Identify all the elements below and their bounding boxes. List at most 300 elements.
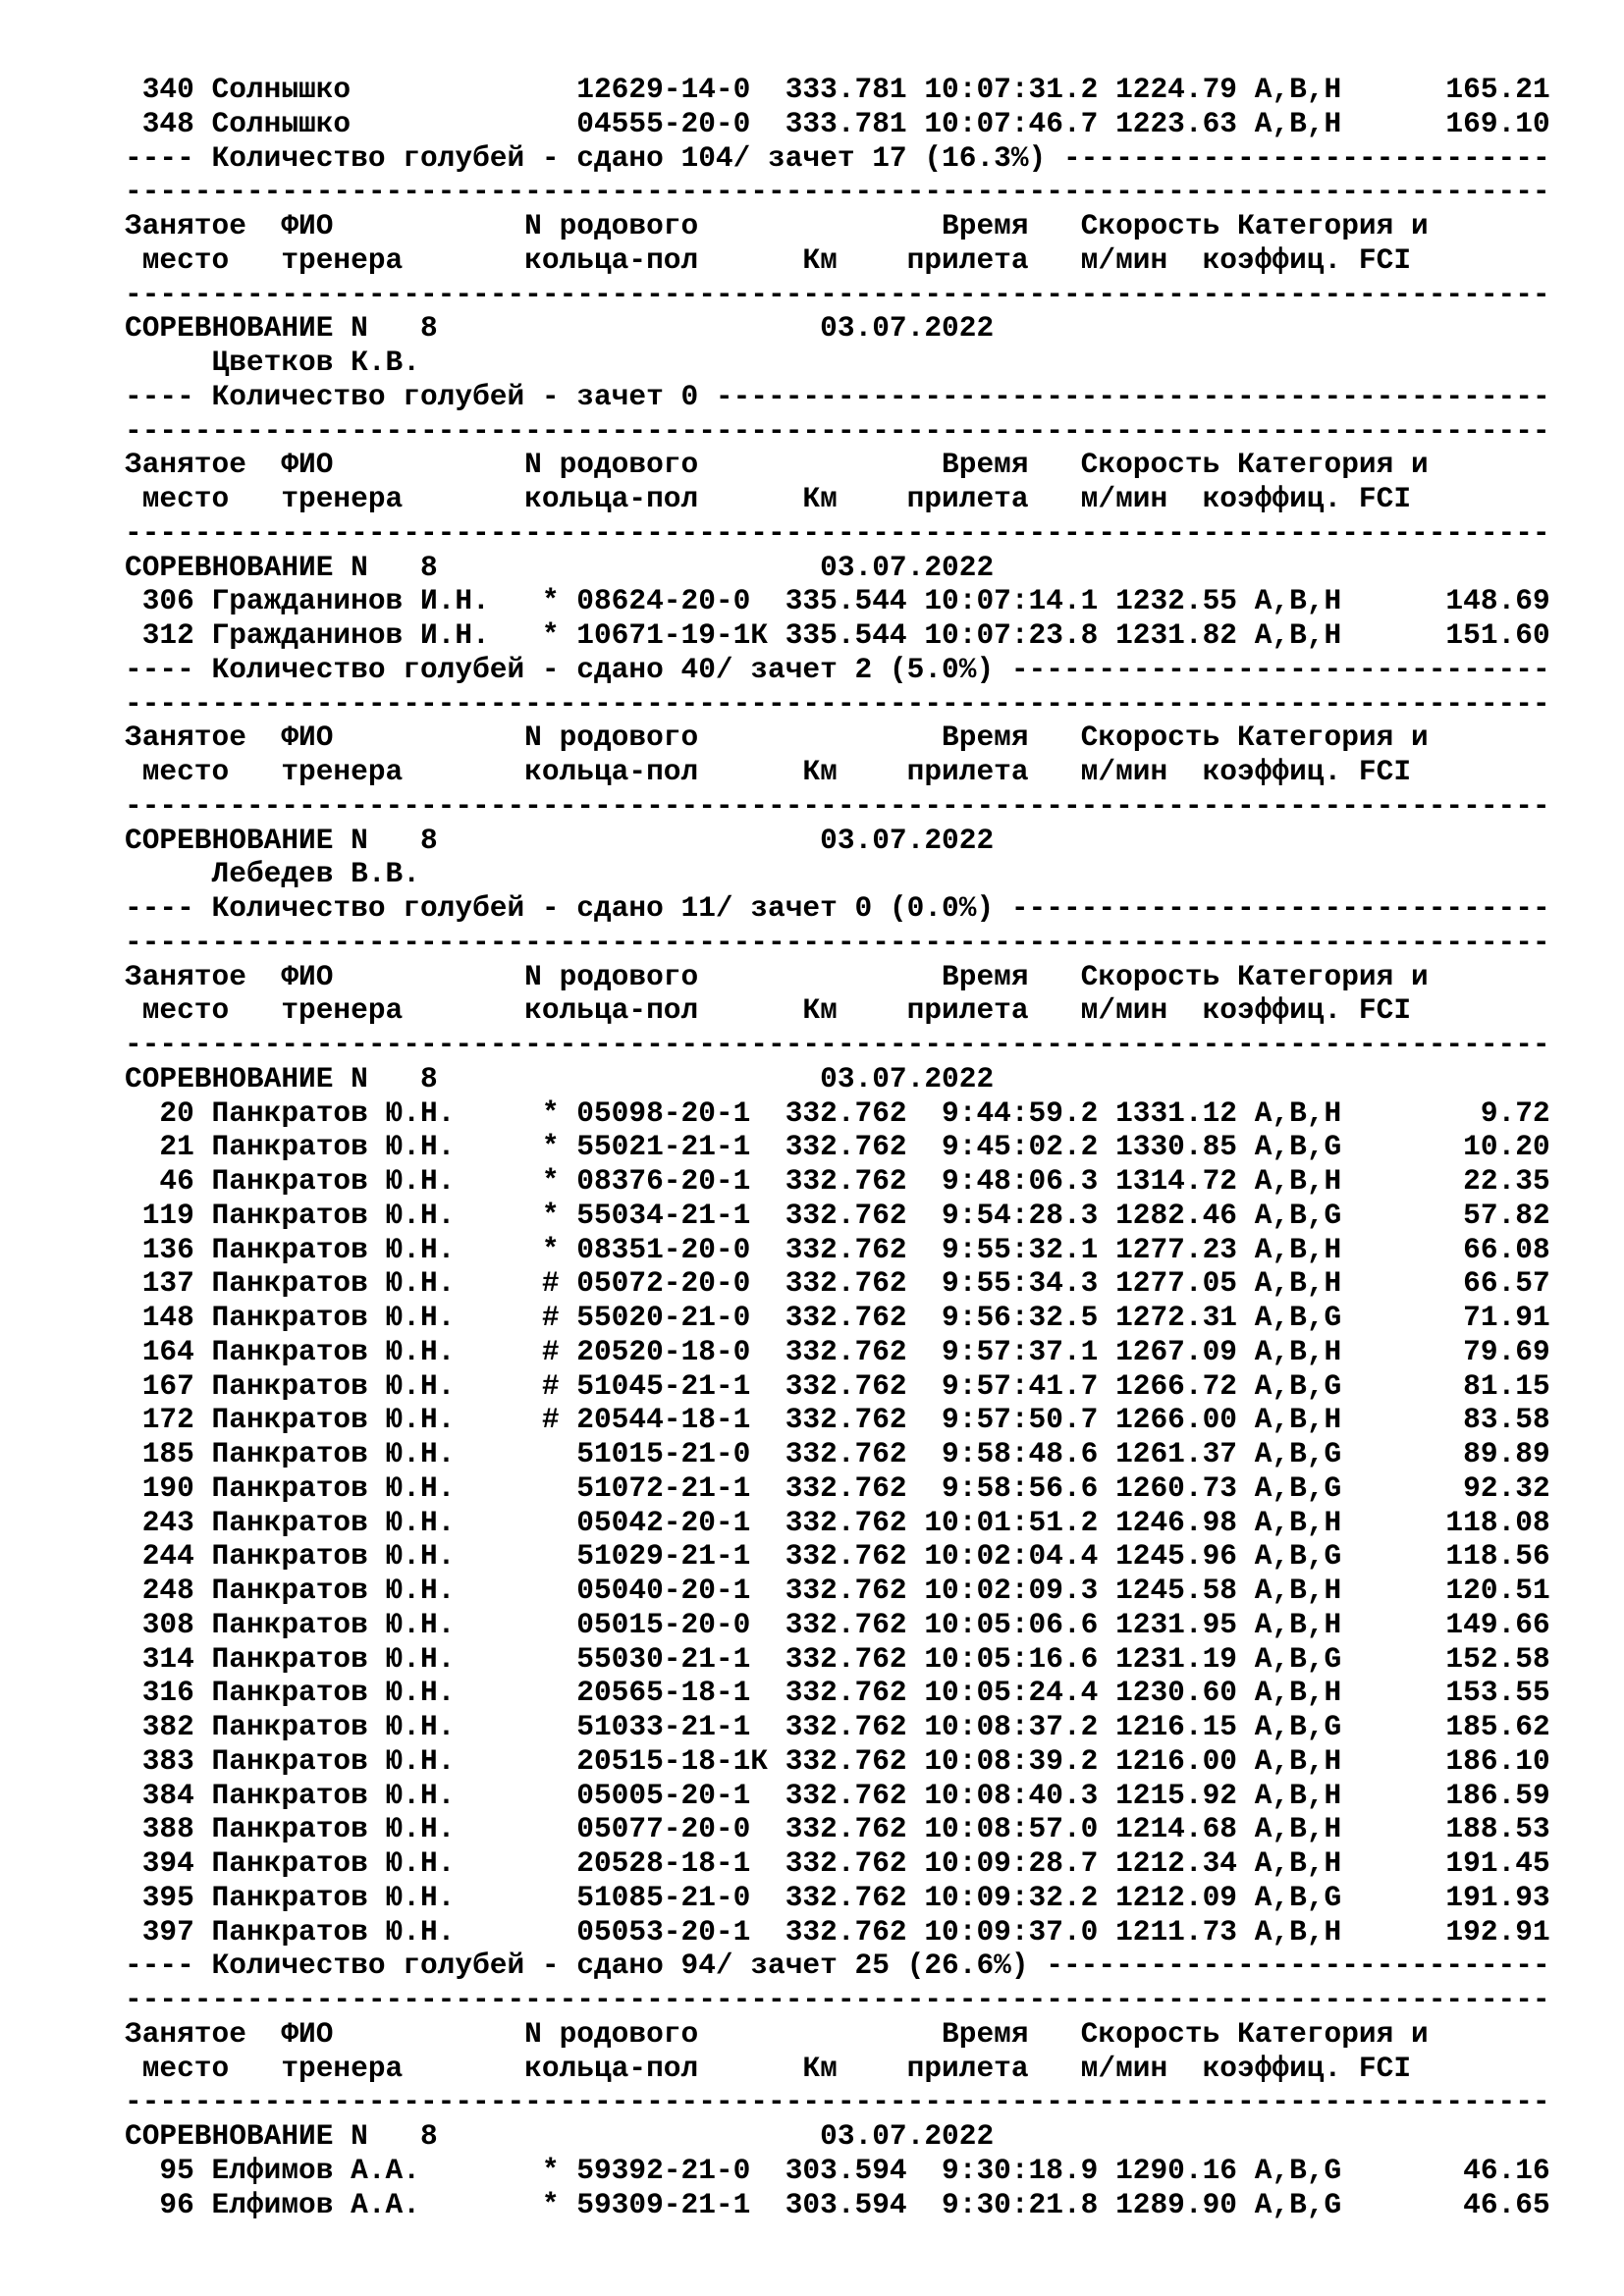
header-place-2: место <box>141 242 282 277</box>
place-cell: 312 <box>141 618 194 652</box>
place-cell: 148 <box>141 1301 194 1334</box>
pigeon-count-summary: ---- Количество голубей - сдано 104/ зачет 17 (16.3%) ---------------------------- <box>125 140 1550 175</box>
ring-cell: 20528-18-1 <box>576 1846 769 1880</box>
trainer-name-cell: Панкратов Ю.Н. <box>211 1914 525 1949</box>
divider: ---------------------------------------------------------------------------------- <box>125 1983 1550 2016</box>
table-row <box>125 1403 1550 1437</box>
place-cell: 164 <box>141 1334 194 1368</box>
arrival-time-cell: 9:58:56.6 <box>924 1470 1099 1505</box>
speed-cell: 1314.72 <box>1115 1164 1237 1198</box>
trainer-name-cell: Панкратов Ю.Н. <box>211 1641 525 1676</box>
header-time: Время <box>942 2016 1081 2051</box>
fci-cell: 66.08 <box>1341 1232 1550 1266</box>
mark-cell <box>542 1779 576 1812</box>
arrival-time-cell: 10:09:37.0 <box>924 1914 1099 1949</box>
km-cell: 332.762 <box>785 1710 907 1743</box>
ring-cell: 55020-21-0 <box>576 1301 769 1334</box>
trainer-name-cell: Панкратов Ю.Н. <box>211 1130 525 1164</box>
competition-number: 8 <box>419 1061 438 1095</box>
category-cell: A,B,H <box>1254 1812 1342 1846</box>
place-cell: 136 <box>141 1232 194 1266</box>
mark-cell <box>542 1608 576 1641</box>
place-cell: 244 <box>141 1539 194 1574</box>
arrival-time-cell: 10:05:24.4 <box>924 1676 1099 1710</box>
header-time-2: прилета <box>906 482 1029 515</box>
header-place: Занятое <box>125 209 282 242</box>
table-row <box>125 1506 1550 1540</box>
table-header-row-2 <box>125 993 1550 1028</box>
header-speed: Скорость <box>1080 209 1220 242</box>
fci-cell: 9.72 <box>1341 1095 1550 1130</box>
header-name-2: тренера <box>281 242 525 277</box>
competition-header <box>125 2119 1550 2154</box>
trainer-name-cell: Елфимов А.А. <box>211 2187 525 2221</box>
table-header-row-2 <box>125 243 1550 278</box>
mark-cell: * <box>541 618 577 652</box>
category-cell: A,B,G <box>1254 1539 1342 1574</box>
place-cell: 388 <box>141 1812 194 1846</box>
category-cell: A,B,G <box>1254 1641 1342 1676</box>
arrival-time-cell: 9:44:59.2 <box>924 1095 1099 1130</box>
table-row <box>125 1369 1550 1404</box>
table-row <box>125 107 1550 141</box>
header-time-2: прилета <box>906 242 1029 277</box>
header-ring-2: кольца-пол <box>524 242 699 277</box>
km-cell: 303.594 <box>785 2153 907 2187</box>
speed-cell: 1277.05 <box>1115 1266 1237 1301</box>
place-cell: 167 <box>141 1368 194 1403</box>
category-cell: A,B,G <box>1254 2153 1342 2187</box>
competition-label: СОРЕВНОВАНИЕ N <box>125 550 368 584</box>
km-cell: 332.762 <box>785 1470 907 1505</box>
speed-cell: 1216.00 <box>1115 1743 1237 1778</box>
place-cell: 316 <box>141 1676 194 1710</box>
competition-label: СОРЕВНОВАНИЕ N <box>125 311 368 346</box>
km-cell: 332.762 <box>785 1198 907 1232</box>
competition-number: 8 <box>419 2119 438 2153</box>
trainer-name-cell: Панкратов Ю.Н. <box>211 1710 525 1743</box>
km-cell: 332.762 <box>785 1880 907 1914</box>
category-cell: A,B,G <box>1254 1710 1342 1743</box>
arrival-time-cell: 9:57:41.7 <box>924 1368 1099 1403</box>
km-cell: 332.762 <box>785 1539 907 1574</box>
ring-cell: 20544-18-1 <box>576 1403 769 1437</box>
place-cell: 185 <box>141 1437 194 1470</box>
trainer-name-cell: Панкратов Ю.Н. <box>211 1607 525 1641</box>
fci-cell: 192.91 <box>1341 1914 1550 1949</box>
mark-cell: * <box>541 2153 577 2187</box>
ring-cell: 51033-21-1 <box>576 1710 769 1743</box>
mark-cell: * <box>541 1095 577 1130</box>
arrival-time-cell: 9:54:28.3 <box>924 1198 1099 1232</box>
fci-cell: 188.53 <box>1341 1812 1550 1846</box>
mark-cell <box>542 1471 576 1505</box>
trainer-name-cell: Панкратов Ю.Н. <box>211 1164 525 1198</box>
arrival-time-cell: 10:05:16.6 <box>924 1641 1099 1676</box>
divider: ---------------------------------------------------------------------------------- <box>125 515 1550 550</box>
table-row <box>125 1164 1550 1199</box>
competition-header <box>125 824 1550 858</box>
header-name: ФИО <box>281 209 525 242</box>
table-header-row-2 <box>125 2052 1550 2086</box>
divider: ---------------------------------------------------------------------------------- <box>125 925 1550 959</box>
km-cell: 332.762 <box>785 1812 907 1846</box>
arrival-time-cell: 10:08:39.2 <box>924 1743 1099 1778</box>
place-cell: 190 <box>141 1470 194 1505</box>
ring-cell: 04555-20-0 <box>576 106 769 140</box>
km-cell: 332.762 <box>785 1130 907 1164</box>
header-place: Занятое <box>125 448 282 482</box>
fci-cell: 46.65 <box>1341 2187 1550 2221</box>
km-cell: 332.762 <box>785 1505 907 1539</box>
place-cell: 384 <box>141 1778 194 1812</box>
fci-cell: 92.32 <box>1341 1470 1550 1505</box>
table-header-row-1 <box>125 960 1550 994</box>
divider: ---------------------------------------------------------------------------------- <box>125 788 1550 823</box>
header-category-2: коэффиц. FCI <box>1202 242 1412 277</box>
category-cell: A,B,H <box>1254 1778 1342 1812</box>
km-cell: 332.762 <box>785 1641 907 1676</box>
mark-cell <box>542 107 576 140</box>
pigeon-count-summary: ---- Количество голубей - сдано 94/ зачет 25 (26.6%) ----------------------------- <box>125 1949 1550 1983</box>
header-category-2: коэффиц. FCI <box>1202 482 1412 515</box>
arrival-time-cell: 10:07:23.8 <box>924 618 1099 652</box>
speed-cell: 1272.31 <box>1115 1301 1237 1334</box>
fci-cell: 57.82 <box>1341 1198 1550 1232</box>
header-category: Категория и <box>1237 721 1429 755</box>
place-cell: 119 <box>141 1198 194 1232</box>
pigeon-count-summary: ---- Количество голубей - сдано 40/ зачет 2 (5.0%) ------------------------------- <box>125 652 1550 686</box>
trainer-name-cell: Панкратов Ю.Н. <box>211 1368 525 1403</box>
table-row <box>125 1335 1550 1369</box>
header-ring: N родового <box>524 721 699 755</box>
speed-cell: 1215.92 <box>1115 1778 1237 1812</box>
category-cell: A,B,G <box>1254 1470 1342 1505</box>
results-document <box>125 73 1550 2221</box>
competition-date: 03.07.2022 <box>820 2119 995 2153</box>
trainer-name-cell: Панкратов Ю.Н. <box>211 1880 525 1914</box>
trainer-name-cell: Панкратов Ю.Н. <box>211 1505 525 1539</box>
trainer-name-cell: Панкратов Ю.Н. <box>211 1743 525 1778</box>
header-speed-2: м/мин <box>1080 755 1203 788</box>
fci-cell: 81.15 <box>1341 1368 1550 1403</box>
header-category: Категория и <box>1237 959 1429 993</box>
mark-cell: # <box>541 1334 577 1368</box>
speed-cell: 1267.09 <box>1115 1334 1237 1368</box>
place-cell: 137 <box>141 1266 194 1301</box>
arrival-time-cell: 9:55:32.1 <box>924 1232 1099 1266</box>
place-cell: 243 <box>141 1505 194 1539</box>
fci-cell: 118.56 <box>1341 1539 1550 1574</box>
header-km: Км <box>802 482 907 515</box>
table-header-row-2 <box>125 755 1550 789</box>
speed-cell: 1245.96 <box>1115 1539 1237 1574</box>
speed-cell: 1266.00 <box>1115 1403 1237 1437</box>
header-time: Время <box>942 209 1081 242</box>
km-cell: 333.781 <box>785 73 907 106</box>
place-cell: 340 <box>141 73 194 106</box>
place-cell: 348 <box>141 106 194 140</box>
mark-cell: * <box>541 2187 577 2221</box>
competition-number: 8 <box>419 823 438 857</box>
trainer-name-cell: Панкратов Ю.Н. <box>211 1437 525 1470</box>
divider: ---------------------------------------------------------------------------------- <box>125 686 1550 721</box>
category-cell: A,B,H <box>1254 618 1342 652</box>
category-cell: A,B,H <box>1254 1607 1342 1641</box>
competition-header <box>125 1062 1550 1096</box>
category-cell: A,B,G <box>1254 2187 1342 2221</box>
fci-cell: 186.59 <box>1341 1778 1550 1812</box>
fci-cell: 191.45 <box>1341 1846 1550 1880</box>
ring-cell: 05098-20-1 <box>576 1095 769 1130</box>
arrival-time-cell: 10:05:06.6 <box>924 1607 1099 1641</box>
ring-cell: 08376-20-1 <box>576 1164 769 1198</box>
fci-cell: 89.89 <box>1341 1437 1550 1470</box>
header-time-2: прилета <box>906 755 1029 788</box>
category-cell: A,B,H <box>1254 1846 1342 1880</box>
header-ring-2: кольца-пол <box>524 993 699 1028</box>
speed-cell: 1289.90 <box>1115 2187 1237 2221</box>
place-cell: 95 <box>141 2153 194 2187</box>
header-place: Занятое <box>125 721 282 755</box>
mark-cell: * <box>541 1198 577 1232</box>
trainer-name-cell: Панкратов Ю.Н. <box>211 1778 525 1812</box>
category-cell: A,B,H <box>1254 584 1342 618</box>
mark-cell: # <box>541 1266 577 1301</box>
mark-cell: * <box>541 584 577 618</box>
trainer-name-cell: Панкратов Ю.Н. <box>211 1539 525 1574</box>
header-speed-2: м/мин <box>1080 482 1203 515</box>
category-cell: A,B,G <box>1254 1130 1342 1164</box>
speed-cell: 1231.82 <box>1115 618 1237 652</box>
km-cell: 332.762 <box>785 1676 907 1710</box>
fci-cell: 169.10 <box>1341 106 1550 140</box>
trainer-name-cell: Солнышко <box>211 73 525 106</box>
header-name: ФИО <box>281 448 525 482</box>
place-cell: 172 <box>141 1403 194 1437</box>
fci-cell: 118.08 <box>1341 1505 1550 1539</box>
category-cell: A,B,H <box>1254 73 1342 106</box>
trainer-name-cell: Елфимов А.А. <box>211 2153 525 2187</box>
table-row <box>125 1846 1550 1881</box>
mark-cell <box>542 1846 576 1880</box>
header-place-2: место <box>141 2051 282 2085</box>
header-speed-2: м/мин <box>1080 242 1203 277</box>
table-header-row-2 <box>125 482 1550 516</box>
arrival-time-cell: 10:08:37.2 <box>924 1710 1099 1743</box>
trainer-name-cell: Панкратов Ю.Н. <box>211 1470 525 1505</box>
speed-cell: 1232.55 <box>1115 584 1237 618</box>
header-category-2: коэффиц. FCI <box>1202 993 1412 1028</box>
fci-cell: 148.69 <box>1341 584 1550 618</box>
mark-cell <box>542 1642 576 1676</box>
header-km: Км <box>802 2051 907 2085</box>
summary-text: Количество голубей - сдано 104/ зачет 17 (16.3%) <box>211 140 1047 175</box>
trainer-name-cell: Панкратов Ю.Н. <box>211 1198 525 1232</box>
km-cell: 303.594 <box>785 2187 907 2221</box>
trainer-name-cell: Панкратов Ю.Н. <box>211 1676 525 1710</box>
header-speed: Скорость <box>1080 959 1220 993</box>
mark-cell <box>542 1437 576 1470</box>
mark-cell <box>542 1812 576 1845</box>
competition-header <box>125 311 1550 346</box>
km-cell: 332.762 <box>785 1095 907 1130</box>
table-row <box>125 1608 1550 1642</box>
mark-cell <box>542 1539 576 1573</box>
competition-date: 03.07.2022 <box>820 311 995 346</box>
km-cell: 332.762 <box>785 1368 907 1403</box>
speed-cell: 1214.68 <box>1115 1812 1237 1846</box>
arrival-time-cell: 9:30:18.9 <box>924 2153 1099 2187</box>
table-row <box>125 1642 1550 1677</box>
trainer-name-cell: Панкратов Ю.Н. <box>211 1334 525 1368</box>
ring-cell: 20515-18-1К <box>576 1743 769 1778</box>
speed-cell: 1224.79 <box>1115 73 1237 106</box>
header-ring-2: кольца-пол <box>524 482 699 515</box>
ring-cell: 55034-21-1 <box>576 1198 769 1232</box>
header-time: Время <box>942 448 1081 482</box>
km-cell: 332.762 <box>785 1574 907 1607</box>
trainer-name-cell: Панкратов Ю.Н. <box>211 1812 525 1846</box>
summary-text: Количество голубей - зачет 0 <box>211 379 699 413</box>
km-cell: 332.762 <box>785 1164 907 1198</box>
trainer-name-cell: Панкратов Ю.Н. <box>211 1846 525 1880</box>
ring-cell: 08351-20-0 <box>576 1232 769 1266</box>
place-cell: 46 <box>141 1164 194 1198</box>
header-place-2: место <box>141 482 282 515</box>
fci-cell: 149.66 <box>1341 1607 1550 1641</box>
table-row <box>125 1744 1550 1779</box>
header-ring: N родового <box>524 959 699 993</box>
speed-cell: 1245.58 <box>1115 1574 1237 1607</box>
place-cell: 383 <box>141 1743 194 1778</box>
fci-cell: 66.57 <box>1341 1266 1550 1301</box>
fci-cell: 153.55 <box>1341 1676 1550 1710</box>
ring-cell: 12629-14-0 <box>576 73 769 106</box>
speed-cell: 1261.37 <box>1115 1437 1237 1470</box>
header-category: Категория и <box>1237 2016 1429 2051</box>
fci-cell: 151.60 <box>1341 618 1550 652</box>
header-speed: Скорость <box>1080 721 1220 755</box>
place-cell: 21 <box>141 1130 194 1164</box>
table-row <box>125 1812 1550 1846</box>
km-cell: 332.762 <box>785 1232 907 1266</box>
ring-cell: 55030-21-1 <box>576 1641 769 1676</box>
arrival-time-cell: 9:58:48.6 <box>924 1437 1099 1470</box>
table-row <box>125 1710 1550 1744</box>
pigeon-count-summary: ---- Количество голубей - сдано 11/ зачет 0 (0.0%) ------------------------------- <box>125 891 1550 925</box>
header-speed-2: м/мин <box>1080 993 1203 1028</box>
mark-cell: # <box>541 1403 577 1437</box>
divider: ---------------------------------------------------------------------------------- <box>125 413 1550 448</box>
ring-cell: 59392-21-0 <box>576 2153 769 2187</box>
km-cell: 332.762 <box>785 1778 907 1812</box>
table-row <box>125 1779 1550 1813</box>
table-row <box>125 1539 1550 1574</box>
arrival-time-cell: 10:08:40.3 <box>924 1778 1099 1812</box>
divider: ---------------------------------------------------------------------------------- <box>125 1028 1550 1061</box>
place-cell: 394 <box>141 1846 194 1880</box>
table-row <box>125 1266 1550 1301</box>
divider: ---------------------------------------------------------------------------------- <box>125 175 1550 209</box>
speed-cell: 1231.95 <box>1115 1607 1237 1641</box>
header-time-2: прилета <box>906 993 1029 1028</box>
trainer-name-cell: Панкратов Ю.Н. <box>211 1095 525 1130</box>
table-row <box>125 1915 1550 1949</box>
mark-cell <box>542 1915 576 1949</box>
km-cell: 333.781 <box>785 106 907 140</box>
ring-cell: 20520-18-0 <box>576 1334 769 1368</box>
category-cell: A,B,G <box>1254 1198 1342 1232</box>
table-row <box>125 1199 1550 1233</box>
speed-cell: 1290.16 <box>1115 2153 1237 2187</box>
header-time-2: прилета <box>906 2051 1029 2085</box>
table-header-row-1 <box>125 2017 1550 2052</box>
trainer-name-cell: Гражданинов И.Н. <box>211 584 525 618</box>
header-ring: N родового <box>524 448 699 482</box>
table-row <box>125 1471 1550 1506</box>
table-row <box>125 1301 1550 1335</box>
fci-cell: 22.35 <box>1341 1164 1550 1198</box>
trainer-name-cell: Гражданинов И.Н. <box>211 618 525 652</box>
header-speed-2: м/мин <box>1080 2051 1203 2085</box>
trainer-name: Лебедев В.В. <box>211 857 420 891</box>
fci-cell: 152.58 <box>1341 1641 1550 1676</box>
category-cell: A,B,H <box>1254 1505 1342 1539</box>
speed-cell: 1216.15 <box>1115 1710 1237 1743</box>
speed-cell: 1246.98 <box>1115 1505 1237 1539</box>
table-row <box>125 584 1550 618</box>
header-category: Категория и <box>1237 448 1429 482</box>
category-cell: A,B,H <box>1254 1232 1342 1266</box>
fci-cell: 191.93 <box>1341 1880 1550 1914</box>
km-cell: 332.762 <box>785 1266 907 1301</box>
mark-cell <box>542 73 576 106</box>
ring-cell: 51085-21-0 <box>576 1880 769 1914</box>
mark-cell <box>542 1676 576 1709</box>
competition-number: 8 <box>419 311 438 346</box>
trainer-name-line <box>125 346 1550 380</box>
speed-cell: 1266.72 <box>1115 1368 1237 1403</box>
category-cell: A,B,H <box>1254 1743 1342 1778</box>
mark-cell: # <box>541 1301 577 1334</box>
arrival-time-cell: 9:45:02.2 <box>924 1130 1099 1164</box>
mark-cell: * <box>541 1130 577 1164</box>
header-place: Занятое <box>125 2016 282 2051</box>
ring-cell: 05053-20-1 <box>576 1914 769 1949</box>
table-row <box>125 618 1550 653</box>
header-name-2: тренера <box>281 2051 525 2085</box>
km-cell: 332.762 <box>785 1846 907 1880</box>
header-category-2: коэффиц. FCI <box>1202 2051 1412 2085</box>
table-row <box>125 2154 1550 2188</box>
table-header-row-1 <box>125 209 1550 243</box>
category-cell: A,B,G <box>1254 1437 1342 1470</box>
km-cell: 332.762 <box>785 1743 907 1778</box>
speed-cell: 1260.73 <box>1115 1470 1237 1505</box>
arrival-time-cell: 10:07:46.7 <box>924 106 1099 140</box>
category-cell: A,B,G <box>1254 1301 1342 1334</box>
divider: ---------------------------------------------------------------------------------- <box>125 277 1550 311</box>
place-cell: 395 <box>141 1880 194 1914</box>
trainer-name: Цветков К.В. <box>211 346 420 379</box>
divider: ---------------------------------------------------------------------------------- <box>125 2085 1550 2119</box>
speed-cell: 1212.09 <box>1115 1880 1237 1914</box>
header-name-2: тренера <box>281 755 525 788</box>
header-name-2: тренера <box>281 993 525 1028</box>
category-cell: A,B,H <box>1254 1676 1342 1710</box>
arrival-time-cell: 9:57:37.1 <box>924 1334 1099 1368</box>
